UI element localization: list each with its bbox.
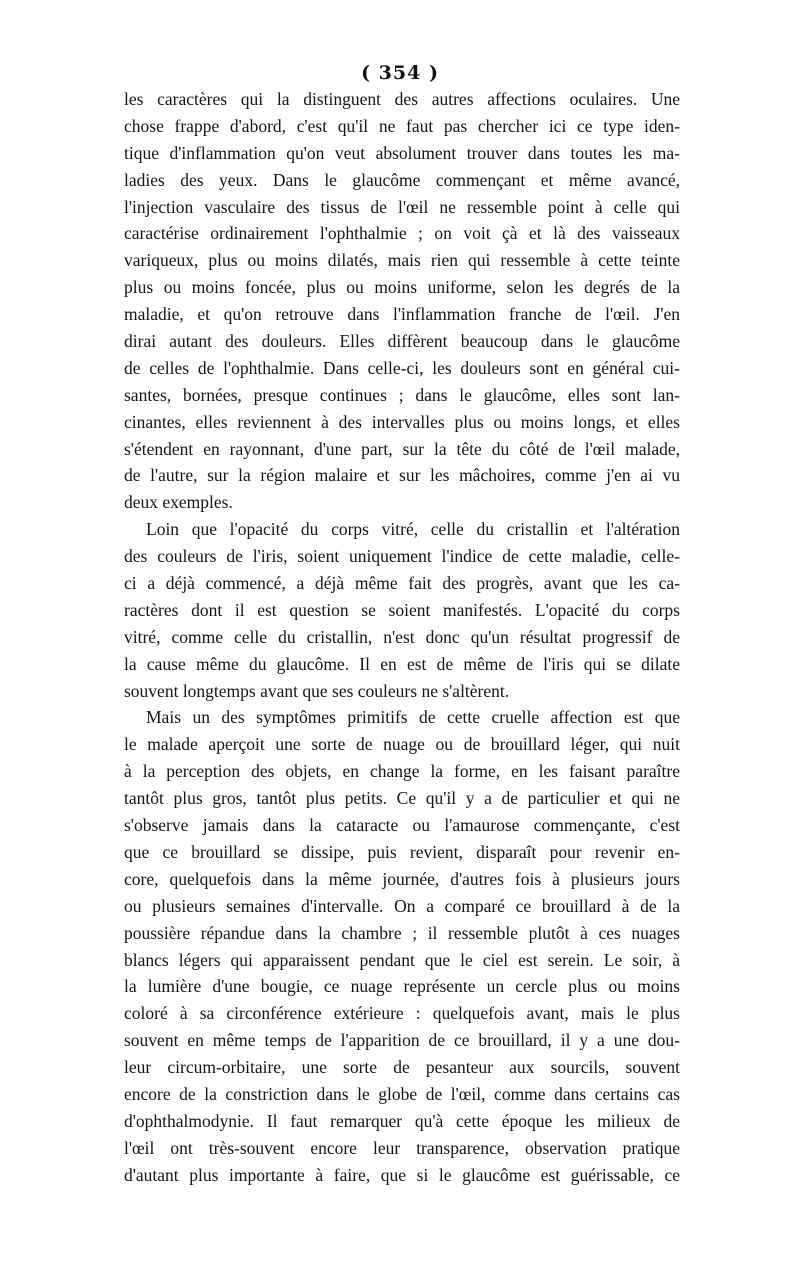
text-line: santes, bornées, presque continues ; dans le glaucôme, elles sont lan- [124,384,680,405]
text-line: des couleurs de l'iris, soient uniquement l'indice de cette maladie, celle- [124,546,680,567]
text-line: core, quelquefois dans la même journée, d'autres fois à plusieurs jours [124,868,680,889]
text-line: Loin que l'opacité du corps vitré, celle du cristallin et l'altération [146,519,680,540]
text-line: deux exemples. [124,492,233,513]
text-line: ladies des yeux. Dans le glaucôme commençant et même avancé, [124,169,680,190]
text-line: d'ophthalmodynie. Il faut remarquer qu'à cette époque les milieux de [124,1110,680,1131]
text-line: s'observe jamais dans la cataracte ou l'amaurose commençante, c'est [124,815,680,836]
text-line: vitré, comme celle du cristallin, n'est donc qu'un résultat progressif de [124,626,680,647]
text-line: tique d'inflammation qu'on veut absolument trouver dans toutes les ma- [124,142,680,163]
text-line: poussière répandue dans la chambre ; il ressemble plutôt à ces nuages [124,922,680,943]
text-line: blancs légers qui apparaissent pendant que le ciel est serein. Le soir, à [124,949,680,970]
text-line: de celles de l'ophthalmie. Dans celle-ci, les douleurs sont en général cui- [124,357,680,378]
text-line: tantôt plus gros, tantôt plus petits. Ce qu'il y a de particulier et qui ne [124,788,680,809]
paragraph-2 [124,516,680,704]
text-line: variqueux, plus ou moins dilatés, mais rien qui ressemble à cette teinte [124,250,680,271]
text-line: que ce brouillard se dissipe, puis revient, disparaît pour revenir en- [124,841,680,862]
text-line: le malade aperçoit une sorte de nuage ou de brouillard léger, qui nuit [124,734,680,755]
paragraph-3 [124,704,680,1188]
page-number: ( 354 ) [361,62,439,84]
text-line: cinantes, elles reviennent à des intervalles plus ou moins longs, et elles [124,411,680,432]
text-line: s'étendent en rayonnant, d'une part, sur la tête du côté de l'œil malade, [124,438,680,459]
text-line: la cause même du glaucôme. Il en est de même de l'iris qui se dilate [124,653,680,674]
text-line: encore de la constriction dans le globe de l'œil, comme dans certains cas [124,1083,680,1104]
text-line: ci a déjà commencé, a déjà même fait des progrès, avant que les ca- [124,573,680,594]
text-line: l'injection vasculaire des tissus de l'œil ne ressemble point à celle qui [124,196,680,217]
text-line: maladie, et qu'on retrouve dans l'inflammation franche de l'œil. J'en [124,304,680,325]
text-line: Mais un des symptômes primitifs de cette cruelle affection est que [146,707,680,728]
text-line: leur circum-orbitaire, une sorte de pesanteur aux sourcils, souvent [124,1057,680,1078]
text-line: chose frappe d'abord, c'est qu'il ne faut pas chercher ici ce type iden- [124,115,680,136]
text-line: souvent longtemps avant que ses couleurs ne s'altèrent. [124,680,510,701]
text-line: à la perception des objets, en change la forme, en les faisant paraître [124,761,680,782]
text-line: plus ou moins foncée, plus ou moins uniforme, selon les degrés de la [124,277,680,298]
text-line: caractérise ordinairement l'ophthalmie ; on voit çà et là des vaisseaux [124,223,680,244]
text-line: souvent en même temps de l'apparition de ce brouillard, il y a une dou- [124,1030,680,1051]
text-line: les caractères qui la distinguent des autres affections oculaires. Une [124,89,680,109]
text-line: ou plusieurs semaines d'intervalle. On a comparé ce brouillard à de la [124,895,680,916]
text-line: ractères dont il est question se soient manifestés. L'opacité du corps [124,599,680,620]
text-line: coloré à sa circonférence extérieure : quelquefois avant, mais le plus [124,1003,680,1024]
text-line: d'autant plus importante à faire, que si le glaucôme est guérissable, ce [124,1164,680,1185]
text-line: l'œil ont très-souvent encore leur transparence, observation pratique [124,1137,680,1158]
text-line: la lumière d'une bougie, ce nuage représente un cercle plus ou moins [124,976,680,997]
text-line: de l'autre, sur la région malaire et sur les mâchoires, comme j'en ai vu [124,465,680,486]
body-text [124,86,680,1189]
paragraph-1 [124,86,680,516]
text-line: dirai autant des douleurs. Elles diffèrent beaucoup dans le glaucôme [124,331,680,352]
